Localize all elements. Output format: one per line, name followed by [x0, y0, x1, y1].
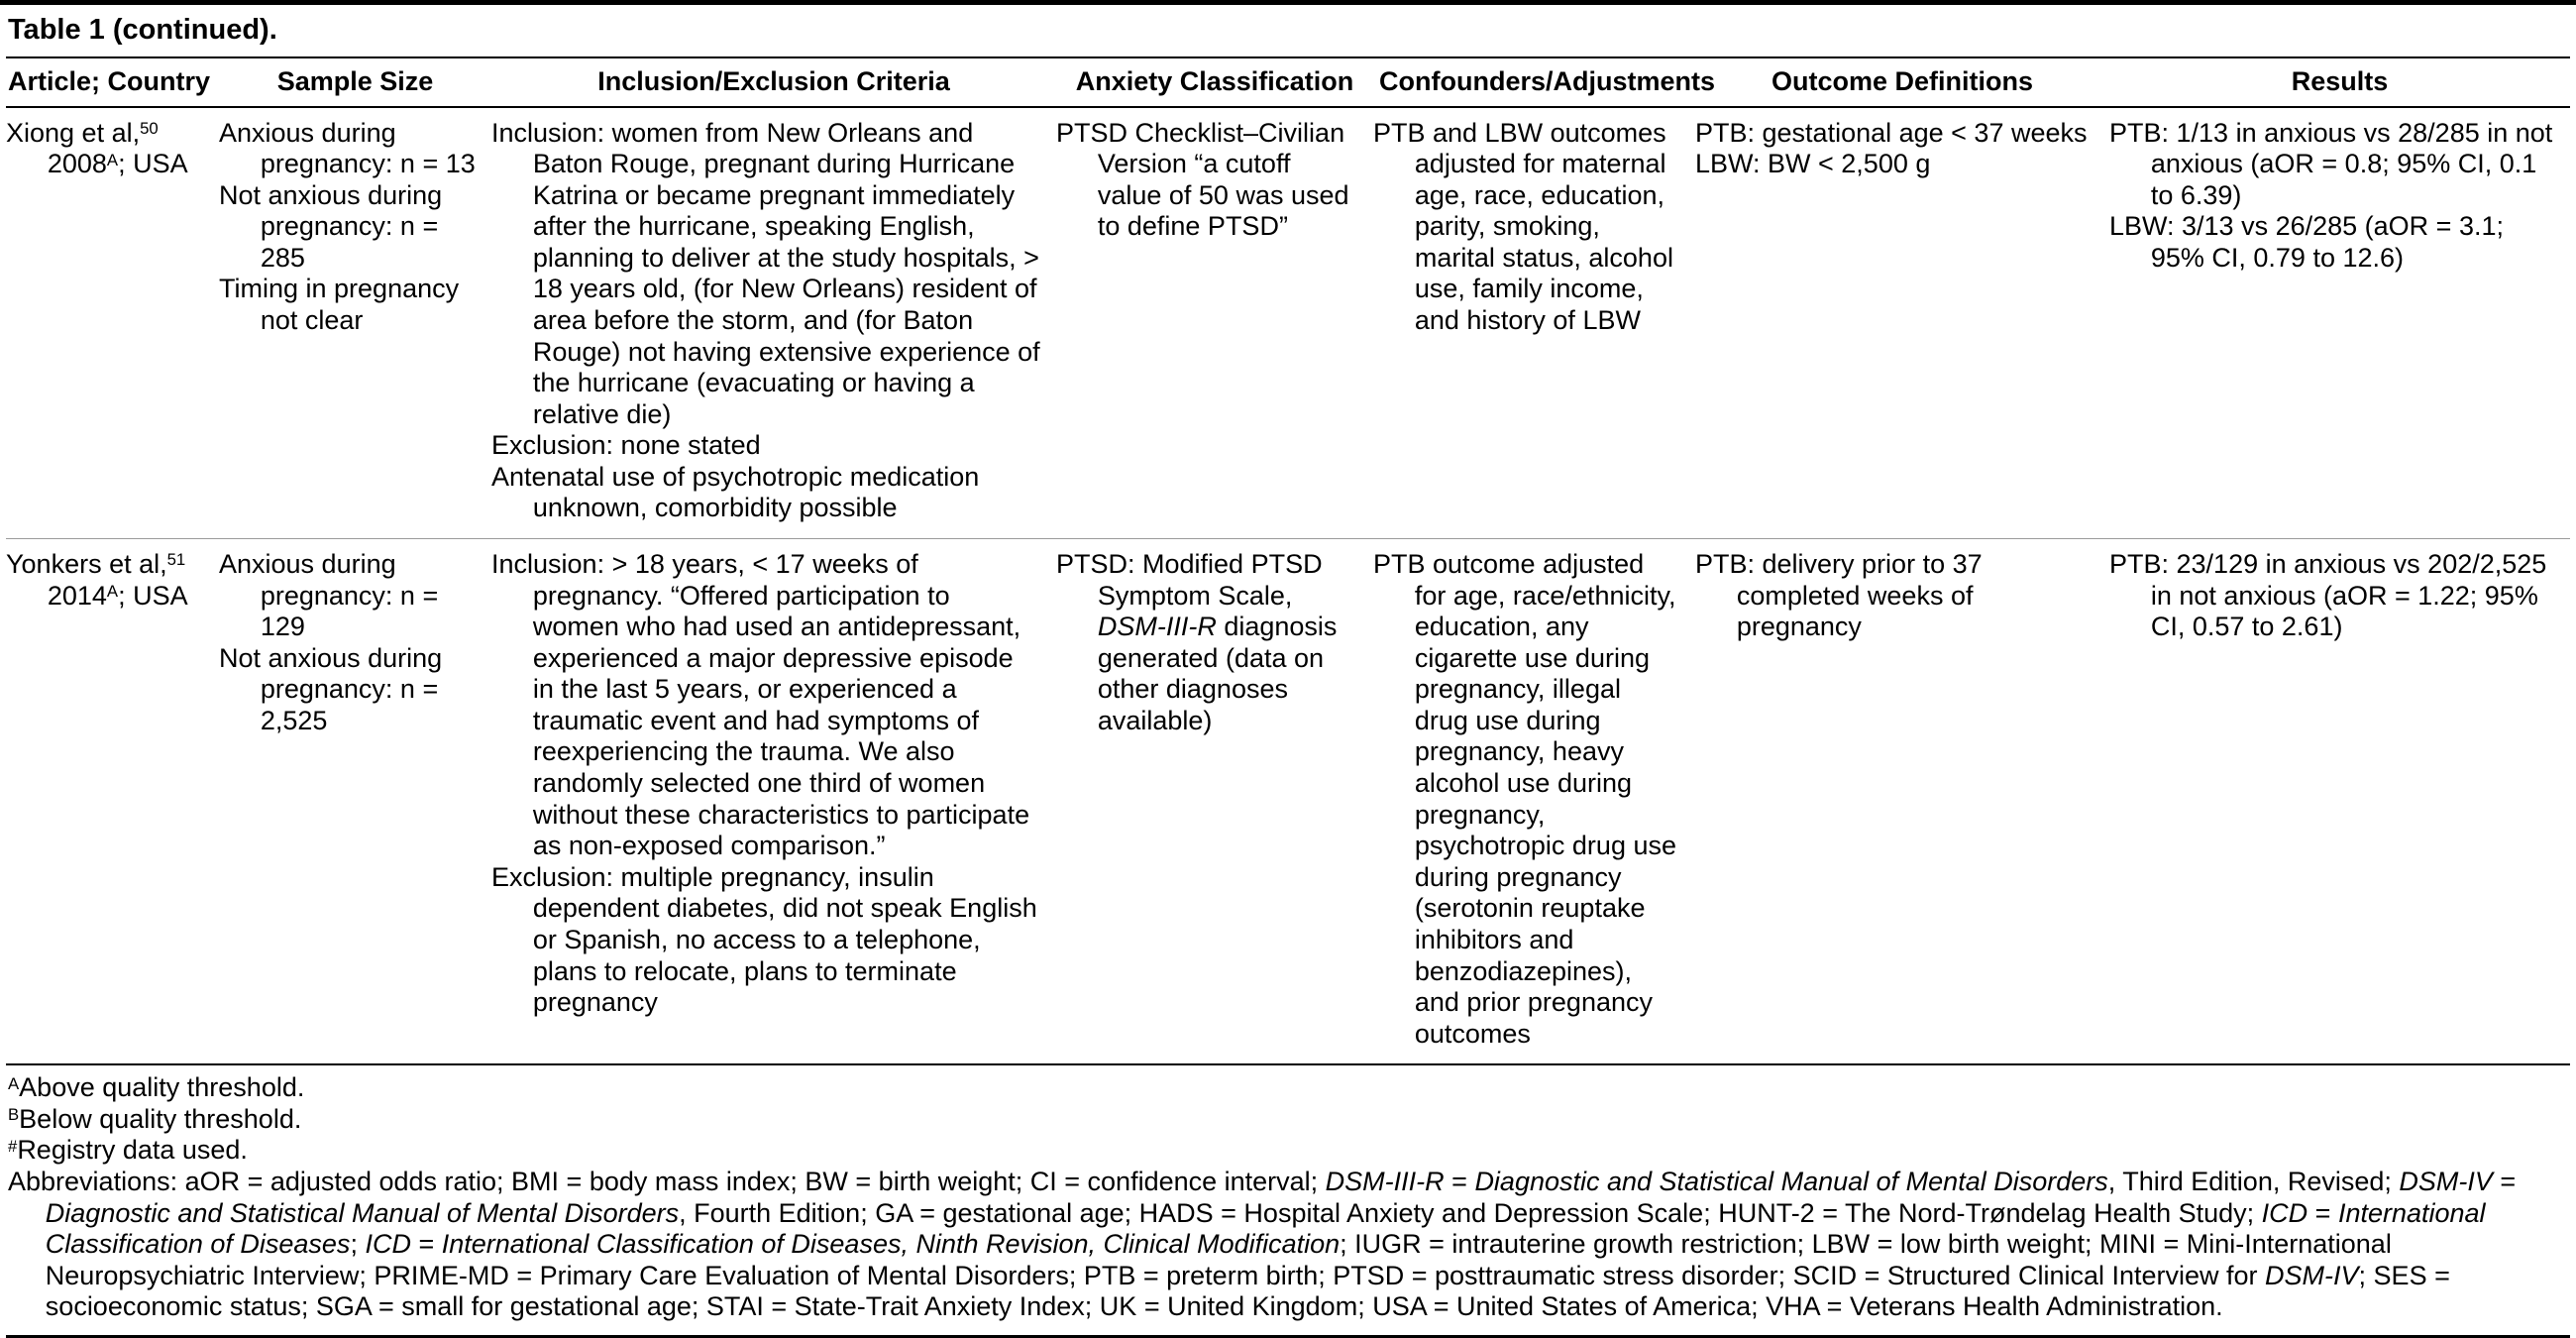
criteria-paragraph: Antenatal use of psychotropic medication unknown, comorbidity possible — [491, 461, 980, 523]
table-title: Table 1 (continued). — [8, 14, 277, 46]
sample-size-line: Timing in pregnancy not clear — [219, 274, 460, 335]
outcome-line: PTB: gestational age < 37 weeks — [1695, 117, 2088, 148]
col-header-anxiety-classification: Anxiety Classification — [1056, 57, 1373, 107]
result-line: PTB: 1/13 in anxious vs 28/285 in not anxious (aOR = 0.8; 95% CI, 0.1 to 6.39) — [2109, 117, 2553, 210]
col-header-confounders-adjustments: Confounders/Adjustments — [1373, 57, 1695, 107]
sample-size-line: Anxious during pregnancy: n = 13 — [219, 117, 476, 179]
table-row — [6, 107, 2570, 539]
confounders-cell — [1373, 107, 1695, 539]
criteria-paragraph: Inclusion: > 18 years, < 17 weeks of pregnancy. “Offered participation to women who had used an antidepressant, experienced a major depressive episode in the last 5 years, or experienced a traumatic event and had symptoms of reexperiencing the trauma. We also randomly selected one third of women without these characteristics to participate as non-exposed comparison.” — [491, 549, 1030, 861]
sample-size-cell — [219, 107, 491, 539]
study-table — [6, 56, 2570, 1063]
confounders-paragraph: PTB outcome adjusted for age, race/ethnicity, education, any cigarette use during pregnancy, illegal drug use during pregnancy, heavy alcohol use during pregnancy, psychotropic drug use during pregnancy (serotonin reuptake inhibitors and benzodiazepines), and prior pregnancy outcomes — [1373, 549, 1676, 1049]
inclusion-exclusion-cell — [491, 539, 1056, 1064]
article-country-cell — [6, 539, 219, 1064]
quality-footnotes — [8, 1072, 2568, 1167]
sample-size-line: Anxious during pregnancy: n = 129 — [219, 549, 439, 642]
criteria-paragraph: Exclusion: multiple pregnancy, insulin dependent diabetes, did not speak English or Spanish, no access to a telephone, plans to relocate, plans to terminate pregnancy — [491, 861, 1037, 1018]
result-line: PTB: 23/129 in anxious vs 202/2,525 in not anxious (aOR = 1.22; 95% CI, 0.57 to 2.61) — [2109, 549, 2547, 642]
footnotes-section — [6, 1063, 2570, 1338]
anxiety-paragraph: PTSD Checklist–Civilian Version “a cutoff value of 50 was used to define PTSD” — [1056, 117, 1349, 242]
outcome-definitions-cell — [1695, 107, 2109, 539]
abbreviations-note: Abbreviations: aOR = adjusted odds ratio; BMI = body mass index; BW = birth weight; CI = confidence interval; DSM-III-R = Diagnostic and Statistical Manual of Mental Disorders, Third Edition, Revised; DSM-IV = Diagnostic and Statistical Manual of Mental Disorders, Fourth Edition; GA = gestational age; HADS = Hospital Anxiety and Depression Scale; HUNT-2 = The Nord-Trøndelag Health Study; ICD = International Classification of Diseases; ICD = International Classification of Diseases, Ninth Revision, Clinical Modification; IUGR = intrauterine growth restriction; LBW = low birth weight; MINI = Mini-International Neuropsychiatric Interview; PRIME-MD = Primary Care Evaluation of Mental Disorders; PTB = preterm birth; PTSD = posttraumatic stress disorder; SCID = Structured Clinical Interview for DSM-IV; SES = socioeconomic status; SGA = small for gestational age; STAI = State-Trait Anxiety Index; UK = United Kingdom; USA = United States of America; VHA = Veterans Health Administration. — [8, 1167, 2517, 1322]
outcome-line: PTB: delivery prior to 37 completed weeks of pregnancy — [1695, 549, 1983, 642]
criteria-paragraph: Exclusion: none stated — [491, 430, 761, 461]
sample-size-cell — [219, 539, 491, 1064]
anxiety-paragraph: PTSD: Modified PTSD Symptom Scale, DSM-III-R diagnosis generated (data on other diagnoses available) — [1056, 549, 1338, 735]
col-header-article-country: Article; Country — [6, 57, 219, 107]
sample-size-line: Not anxious during pregnancy: n = 2,525 — [219, 642, 443, 735]
confounders-cell — [1373, 539, 1695, 1064]
col-header-results: Results — [2109, 57, 2570, 107]
anxiety-classification-cell — [1056, 539, 1373, 1064]
anxiety-classification-cell — [1056, 107, 1373, 539]
inclusion-exclusion-cell — [491, 107, 1056, 539]
results-cell — [2109, 539, 2570, 1064]
footnote-line: $^A$Above quality threshold. — [8, 1072, 305, 1103]
footnote-line: #Registry data used. — [8, 1135, 248, 1166]
article-line: Yonkers et al,$^{51}$ $2014^A$; USA — [6, 549, 188, 611]
table-row — [6, 539, 2570, 1064]
col-header-outcome-definitions: Outcome Definitions — [1695, 57, 2109, 107]
footnote-line: $^B$Below quality threshold. — [8, 1103, 302, 1134]
criteria-paragraph: Inclusion: women from New Orleans and Baton Rouge, pregnant during Hurricane Katrina or became pregnant immediately after the hurricane, speaking English, planning to deliver at the study hospitals, > 18 years old, (for New Orleans) resident of area before the storm, and (for Baton Rouge) not having extensive experience of the hurricane (evacuating or having a relative die) — [491, 117, 1040, 429]
article-country-cell — [6, 107, 219, 539]
sample-size-line: Not anxious during pregnancy: n = 285 — [219, 179, 443, 273]
col-header-inclusion-exclusion: Inclusion/Exclusion Criteria — [491, 57, 1056, 107]
outcome-line: LBW: BW < 2,500 g — [1695, 149, 1931, 179]
results-cell — [2109, 107, 2570, 539]
outcome-definitions-cell — [1695, 539, 2109, 1064]
col-header-sample-size: Sample Size — [219, 57, 491, 107]
article-line: Xiong et al,$^{50}$ $2008^A$; USA — [6, 117, 188, 179]
header-row — [6, 57, 2570, 107]
result-line: LBW: 3/13 vs 26/285 (aOR = 3.1; 95% CI, 0.79 to 12.6) — [2109, 211, 2504, 273]
confounders-paragraph: PTB and LBW outcomes adjusted for maternal age, race, education, parity, smoking, marital status, alcohol use, family income, and history of LBW — [1373, 117, 1673, 335]
